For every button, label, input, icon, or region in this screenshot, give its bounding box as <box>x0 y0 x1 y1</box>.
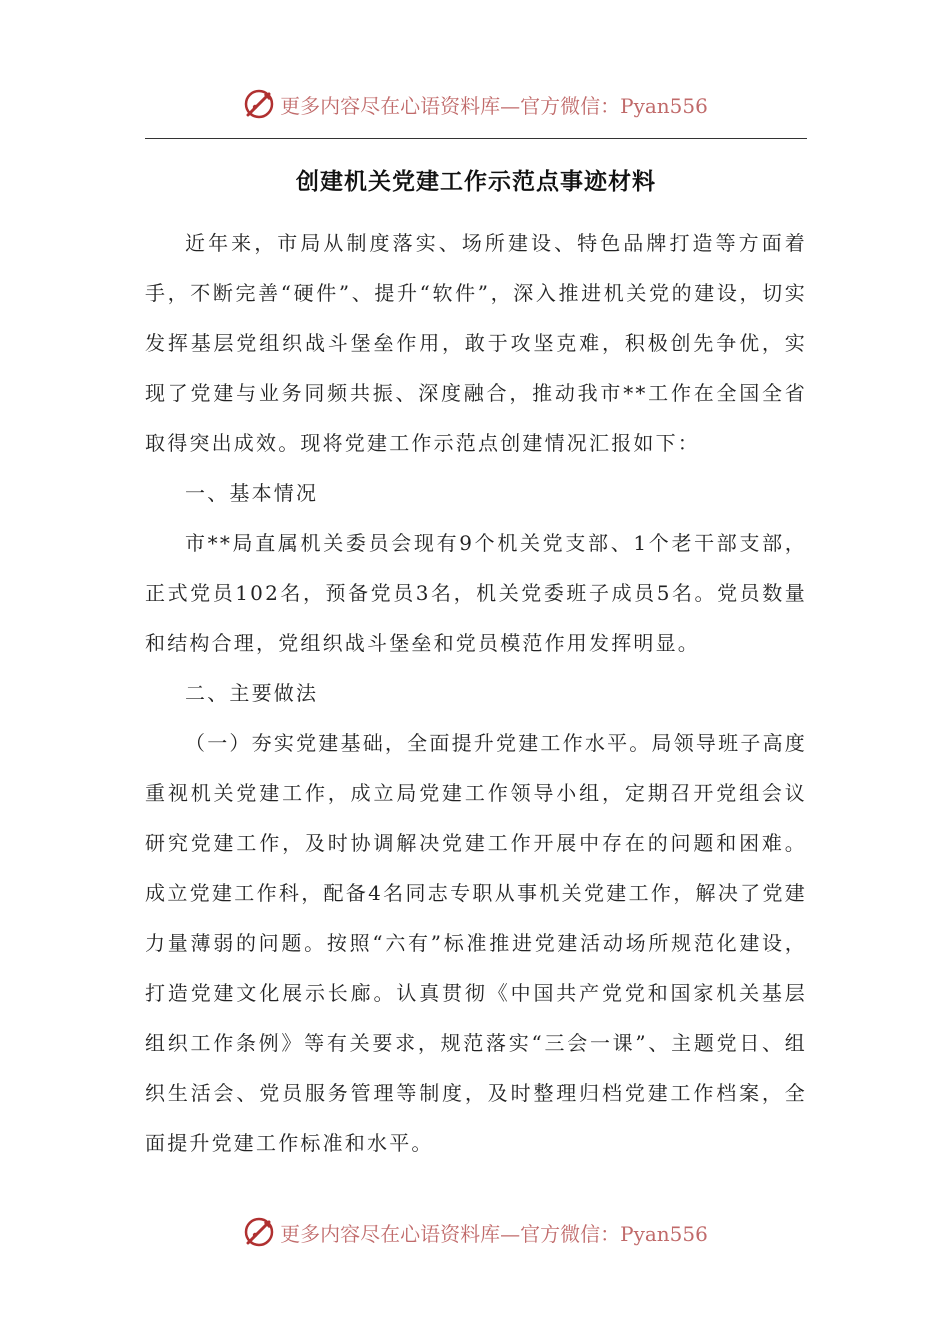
header-banner <box>0 84 950 124</box>
document-title: 创建机关党建工作示范点事迹材料 <box>296 168 656 195</box>
footer-banner <box>0 1212 950 1252</box>
document-body <box>145 162 807 1168</box>
header-divider <box>145 138 807 139</box>
footer-banner-text: 更多内容尽在心语资料库—官方微信：Pyan556 <box>280 1221 708 1246</box>
paragraph-intro: 近年来，市局从制度落实、场所建设、特色品牌打造等方面着手，不断完善“硬件”、提升“软件”，深入推进机关党的建设，切实发挥基层党组织战斗堡垒作用，敢于攻坚克难，积极创先争优，实现了党建与业务同频共振、深度融合，推动我市**工作在全国全省取得突出成效。现将党建工作示范点创建情况汇报如下： <box>145 231 807 455</box>
pen-emblem-icon <box>242 1215 276 1249</box>
section-heading-basic: 一、基本情况 <box>185 481 319 505</box>
paragraph-method-1: （一）夯实党建基础，全面提升党建工作水平。局领导班子高度重视机关党建工作，成立局党建工作领导小组，定期召开党组会议研究党建工作，及时协调解决党建工作开展中存在的问题和困难。成立党建工作科，配备4名同志专职从事机关党建工作，解决了党建力量薄弱的问题。按照“六有”标准推进党建活动场所规范化建设，打造党建文化展示长廊。认真贯彻《中国共产党党和国家机关基层组织工作条例》等有关要求，规范落实“三会一课”、主题党日、组织生活会、党员服务管理等制度，及时整理归档党建工作档案，全面提升党建工作标准和水平。 <box>145 731 807 1155</box>
paragraph-basic-info: 市**局直属机关委员会现有9个机关党支部、1个老干部支部，正式党员102名，预备党员3名，机关党委班子成员5名。党员数量和结构合理，党组织战斗堡垒和党员模范作用发挥明显。 <box>145 531 807 655</box>
section-heading-methods: 二、主要做法 <box>185 681 319 705</box>
pen-emblem-icon <box>242 87 276 121</box>
header-banner-text: 更多内容尽在心语资料库—官方微信：Pyan556 <box>280 93 708 118</box>
